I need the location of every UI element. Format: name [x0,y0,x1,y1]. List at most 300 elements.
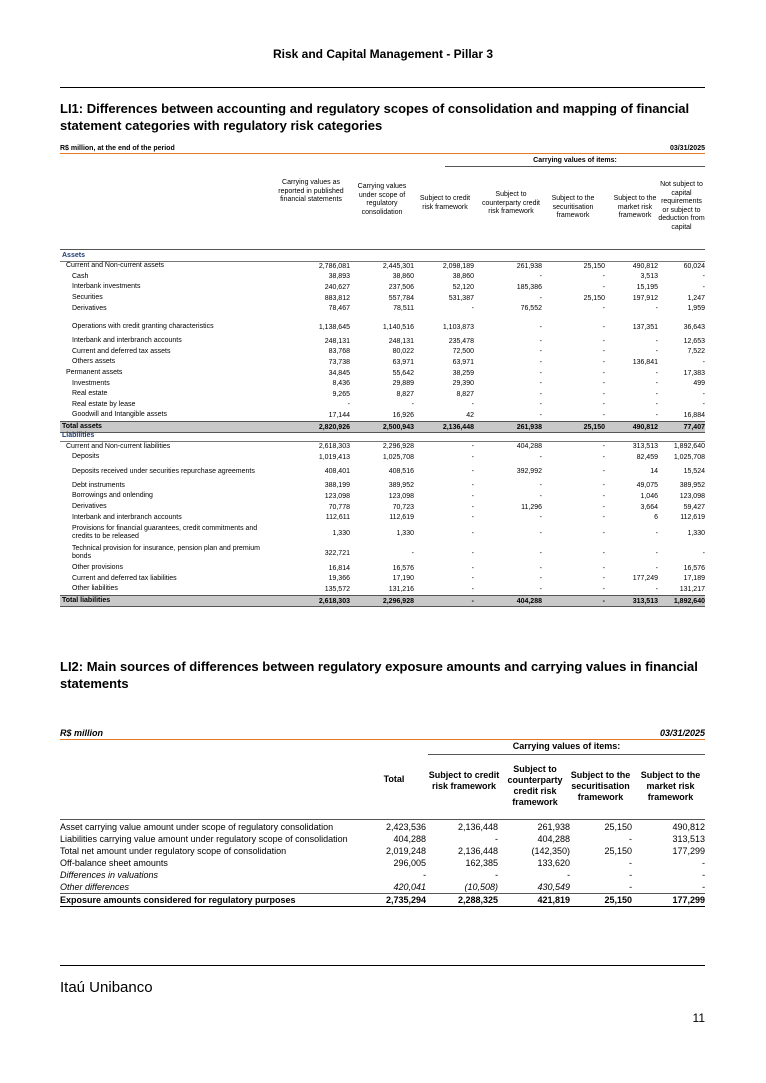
li1-cell: - [539,453,542,461]
li1-cell: 1,330 [687,529,705,537]
li2-cell: - [702,870,705,880]
li1-cell: 499 [693,380,705,388]
li1-table-row [60,303,705,314]
li1-cell: 388,199 [324,482,350,490]
li1-cell: 123,098 [388,492,414,500]
li1-cell: 34,845 [328,369,350,377]
li1-row-label: Goodwill and Intangible assets [72,411,167,419]
li1-cell: 112,619 [389,514,414,522]
li1-cell: 8,827 [456,390,474,398]
li1-row-label: Deposits received under securities repurchase agreements [72,467,255,475]
li1-cell: - [471,468,474,476]
li1-cell: - [471,503,474,511]
li1-cell: 392,992 [516,468,542,476]
li1-cell: 52,120 [452,283,474,291]
li1-cell: - [602,390,605,398]
li1-cell: 38,259 [452,369,474,377]
li1-table-row [60,584,705,595]
li1-cell: - [655,549,658,557]
li2-cell: - [629,870,632,880]
li2-cell: 2,019,248 [385,846,426,856]
li1-cell: - [702,401,705,409]
li1-row-label: Provisions for financial guarantees, credit commitments and credits to be released [72,525,258,540]
li1-title: LI1: Differences between accounting and regulatory scopes of consolidation and mapping of financial statement categories with regulatory risk categories [60,101,690,133]
li2-unit: R$ million [60,728,104,738]
li1-cell: 177,249 [632,575,658,583]
li2-cell: - [629,858,632,868]
li2-table-row [60,857,705,869]
li1-row-label: Technical provision for insurance, pension plan and premium bonds [72,545,260,560]
li2-header-rule [60,819,705,820]
li2-cell: 430,549 [537,882,570,892]
li2-carrying-label: Carrying values of items: [428,741,705,755]
li1-cell: 17,144 [328,411,350,419]
li1-table-row [60,452,705,463]
li1-cell: - [602,358,605,366]
li1-cell: - [471,585,474,593]
li1-table-row [60,282,705,293]
li1-row-label: Derivatives [72,503,107,511]
li2-column-header: Subject to the market risk framework [640,770,701,802]
li1-cell: - [539,348,542,356]
li2-table-row [60,893,705,907]
li1-table-row [60,441,705,452]
li1-cell: 2,296,928 [382,443,414,451]
li2-cell: 25,150 [604,822,632,832]
li1-cell: 2,136,448 [442,423,474,431]
li1-cell: - [539,411,542,419]
li1-cell: - [539,529,542,537]
li1-row-label: Total assets [62,423,102,431]
li1-cell: - [602,564,605,572]
li1-cell: 63,971 [452,358,474,366]
li1-cell: 1,025,708 [673,453,705,461]
li1-cell: 25,150 [583,423,605,431]
li1-row-label: Assets [62,252,85,259]
li1-cell: 408,516 [388,468,414,476]
li1-cell: 55,642 [392,369,414,377]
li1-table-row [60,491,705,502]
li1-cell: - [539,514,542,522]
li1-row-label: Borrowings and onlending [72,492,153,500]
li1-cell: 2,820,926 [318,423,350,431]
li2-cell: 420,041 [393,882,426,892]
li1-cell: 261,938 [516,423,542,431]
li1-cell: - [655,369,658,377]
li1-row-label: Total liabilities [62,597,111,605]
li1-cell: - [602,348,605,356]
li1-cell: 2,786,081 [318,262,350,270]
li1-row-label: Interbank investments [72,283,141,291]
li1-cell: 15,195 [636,283,658,291]
li1-row-label: Securities [72,294,103,302]
li1-cell: 136,841 [632,358,658,366]
header-rule [60,87,705,88]
li1-row-label: Interbank and interbranch accounts [72,513,182,521]
li1-cell: 16,884 [683,411,705,419]
li1-cell: 237,506 [388,283,414,291]
li1-carrying-label: Carrying values of items: [445,157,705,167]
li1-cell: 1,959 [687,305,705,313]
li1-cell: 78,467 [328,305,350,313]
li1-cell: 322,721 [324,549,350,557]
li1-cell: 72,500 [452,348,474,356]
li1-cell: 59,427 [683,503,705,511]
li1-cell: - [655,337,658,345]
li1-cell: 63,971 [392,358,414,366]
li1-cell: - [602,597,605,605]
footer-rule [60,965,705,966]
li1-cell: 490,812 [632,262,658,270]
li1-cell: - [471,443,474,451]
li2-cell: 296,005 [393,858,426,868]
li1-cell: 135,572 [324,585,350,593]
li1-row-label: Liabilities [62,432,95,440]
li1-table [60,145,705,605]
li1-cell: 70,723 [392,503,414,511]
li1-cell: - [471,529,474,537]
li1-cell: - [539,564,542,572]
li1-cell: 16,576 [683,564,705,572]
li1-cell: - [539,482,542,490]
li1-row-label: Permanent assets [66,369,123,377]
li1-table-row [60,378,705,389]
li1-table-row [60,563,705,574]
li1-cell: - [471,564,474,572]
li1-unit-bar [60,145,705,154]
li1-cell: - [347,401,350,409]
li1-cell: 36,643 [683,323,705,331]
li1-cell: - [655,401,658,409]
li1-cell: 2,618,303 [318,597,350,605]
li1-cell: - [602,549,605,557]
li2-row-label: Total net amount under regulatory scope of consolidation [60,846,287,856]
li1-cell: - [411,549,414,557]
li2-row-label: Asset carrying value amount under scope of regulatory consolidation [60,822,334,832]
li2-table [60,728,705,905]
li2-cell: 25,150 [604,846,632,856]
li1-cell: 73,738 [328,358,350,366]
li2-cell: 313,513 [672,834,705,844]
li2-cell: 404,288 [537,834,570,844]
li1-cell: 240,627 [324,283,350,291]
li1-cell: 16,926 [392,411,414,419]
li1-cell: 248,131 [324,337,350,345]
li1-cell: 1,892,640 [673,597,705,605]
li1-table-row [60,347,705,358]
li1-cell: 557,784 [388,294,414,302]
li2-cell: 404,288 [393,834,426,844]
li1-cell: - [602,492,605,500]
li1-cell: - [602,514,605,522]
li1-table-row [60,410,705,421]
li1-cell: - [655,529,658,537]
li2-cell: 2,735,294 [385,895,426,905]
li1-cell: 25,150 [583,262,605,270]
li1-cell: 235,478 [448,337,474,345]
li1-cell: 137,351 [632,323,658,331]
li2-table-row [60,833,705,845]
li1-cell: - [602,482,605,490]
li1-cell: - [539,585,542,593]
li1-table-row [60,318,705,336]
li1-cell: 490,812 [632,423,658,431]
li2-cell: - [702,858,705,868]
li1-cell: 2,296,928 [382,597,414,605]
li1-cell: - [539,369,542,377]
li1-cell: 70,778 [328,503,350,511]
li2-table-row [60,845,705,857]
li1-cell: 1,892,640 [673,443,705,451]
li1-cell: 49,075 [636,482,658,490]
li1-cell: 38,860 [452,273,474,281]
li1-cell: 408,401 [324,468,350,476]
page-number: 11 [692,1011,705,1025]
li1-cell: 11,296 [521,503,542,511]
li1-cell: 112,619 [680,514,705,522]
li1-cell: - [602,401,605,409]
li1-cell: 12,653 [683,337,705,345]
li1-cell: - [539,273,542,281]
li2-table-row [60,869,705,881]
li1-header-rule [60,249,705,250]
li2-date: 03/31/2025 [659,728,705,738]
li1-cell: - [471,453,474,461]
li2-column-header: Subject to the securitisation framework [570,770,631,802]
li1-cell: - [539,323,542,331]
li1-cell: 60,024 [683,262,705,270]
li1-cell: 1,019,413 [318,453,350,461]
li1-cell: 313,513 [632,443,658,451]
li2-cell: 162,385 [465,858,498,868]
li1-cell: 7,522 [687,348,705,356]
li1-column-header: Subject to the market risk framework [613,195,657,219]
li1-row-label: Other liabilities [72,585,118,593]
li1-cell: - [702,549,705,557]
li2-cell: - [495,834,498,844]
li1-cell: - [471,575,474,583]
li1-cell: 2,445,301 [382,262,414,270]
li1-cell: 1,330 [396,529,414,537]
li2-cell: 2,423,536 [385,822,426,832]
li1-table-row [60,502,705,513]
li1-row-label: Current and Non-current assets [66,262,165,270]
li1-table-row [60,463,705,481]
li1-table-row [60,272,705,283]
li1-cell: - [539,337,542,345]
li1-cell: 8,827 [396,390,414,398]
li1-cell: 29,889 [392,380,414,388]
li1-table-row [60,543,705,563]
li1-cell: - [471,305,474,313]
li1-cell: - [471,401,474,409]
li1-cell: - [411,401,414,409]
li1-cell: - [602,575,605,583]
li2-table-row [60,881,705,893]
li2-row-label: Off-balance sheet amounts [60,858,168,868]
li1-date: 03/31/2025 [669,145,705,152]
li1-cell: - [471,482,474,490]
li1-cell: - [539,575,542,583]
li2-cell: 421,819 [537,895,570,905]
li1-row-label: Derivatives [72,304,107,312]
li1-cell: 123,098 [679,492,705,500]
li1-table-row [60,368,705,379]
li1-cell: - [539,380,542,388]
li1-table-row [60,400,705,411]
li1-cell: 78,511 [393,305,414,313]
li1-table-row [60,357,705,368]
li1-cell: - [602,323,605,331]
li1-cell: 25,150 [583,294,605,302]
li1-table-row [60,389,705,400]
li2-column-header: Total [383,774,405,784]
li1-cell: 29,390 [452,380,474,388]
li1-cell: - [602,453,605,461]
li1-cell: 248,131 [388,337,414,345]
li1-table-row [60,336,705,347]
li1-cell: 8,436 [332,380,350,388]
li2-cell: - [495,870,498,880]
li1-table-row [60,293,705,304]
li1-cell: 1,330 [332,529,350,537]
li1-cell: 42 [466,411,474,419]
li1-row-label: Debt instruments [72,481,125,489]
li2-row-label: Liabilities carrying value amount under regulatory scope of consolidation [60,834,348,844]
li1-cell: - [702,390,705,398]
li1-cell: 123,098 [324,492,350,500]
footer-brand: Itaú Unibanco [60,979,153,996]
page-header-title: Risk and Capital Management - Pillar 3 [272,47,494,61]
li1-cell: 112,611 [325,514,350,522]
li1-cell: 185,386 [516,283,542,291]
li2-cell: 261,938 [537,822,570,832]
li1-row-label: Deposits [72,453,100,461]
li2-table-row [60,821,705,833]
li1-cell: - [655,348,658,356]
li1-cell: 17,189 [683,575,705,583]
li1-row-label: Current and deferred tax liabilities [72,574,177,582]
li1-cell: 404,288 [516,443,542,451]
li1-cell: - [539,492,542,500]
li1-cell: - [471,492,474,500]
li1-column-header: Subject to counterparty credit risk framework [482,191,540,215]
li1-cell: 404,288 [516,597,542,605]
li1-row-label: Other provisions [72,564,123,572]
li1-row-label: Real estate [72,390,108,398]
li2-column-header: Subject to counterparty credit risk framework [507,764,563,807]
li2-row-label: Other differences [60,882,130,892]
li1-row-label: Operations with credit granting characteristics [72,323,214,330]
li1-row-label: Real estate by lease [72,400,136,408]
li1-cell: 3,664 [640,503,658,511]
li2-cell: - [629,882,632,892]
li1-column-header: Carrying values as reported in published financial statements [278,179,344,203]
li1-cell: - [655,411,658,419]
li1-cell: - [602,503,605,511]
li1-cell: 1,247 [687,294,705,302]
li1-cell: 1,046 [640,492,658,500]
li1-row-label: Current and Non-current liabilities [66,442,171,450]
li1-cell: 19,366 [328,575,350,583]
li1-cell: 16,576 [392,564,414,572]
li1-cell: 389,952 [679,482,705,490]
li1-table-row [60,523,705,543]
li1-cell: - [655,564,658,572]
li1-cell: 16,814 [328,564,350,572]
li1-table-row [60,574,705,585]
li1-cell: - [471,514,474,522]
li1-table-row [60,512,705,523]
li1-cell: 531,387 [448,294,474,302]
li1-cell: 261,938 [516,262,542,270]
li1-cell: 38,860 [392,273,414,281]
li1-cell: 83,768 [328,348,350,356]
li1-cell: - [602,529,605,537]
li1-cell: 82,459 [636,453,658,461]
li1-cell: - [655,585,658,593]
li1-cell: 76,552 [520,305,542,313]
li1-cell: - [471,549,474,557]
li2-row-label: Differences in valuations [60,870,159,880]
li2-cell: - [629,834,632,844]
li1-cell: 77,407 [683,423,705,431]
li1-cell: 6 [654,514,658,522]
li1-unit: R$ million, at the end of the period [60,145,175,152]
li2-cell: - [423,870,426,880]
li1-column-header: Subject to credit risk framework [419,195,471,211]
li1-cell: - [602,468,605,476]
li1-cell: - [539,549,542,557]
li2-title: LI2: Main sources of differences between regulatory exposure amounts and carrying values in financial statements [60,659,698,691]
li2-cell: (142,350) [531,846,570,856]
li2-cell: 2,288,325 [457,895,498,905]
li1-cell: - [602,380,605,388]
li1-cell: - [602,369,605,377]
li1-cell: 2,098,189 [442,262,474,270]
li1-cell: 14 [650,468,658,476]
li1-row-label: Interbank and interbranch accounts [72,337,182,345]
li2-cell: 133,620 [537,858,570,868]
li1-table-row [60,595,705,608]
li1-cell: 15,524 [683,468,705,476]
li1-cell: - [602,411,605,419]
li1-cell: - [602,283,605,291]
li1-cell: - [655,390,658,398]
li1-cell: - [539,401,542,409]
li1-cell: - [702,273,705,281]
li1-cell: - [539,390,542,398]
li1-cell: - [602,585,605,593]
li1-table-row [60,261,705,272]
li1-cell: 38,893 [328,273,350,281]
li1-cell: 131,217 [679,585,705,593]
li1-cell: 883,812 [324,294,350,302]
li2-cell: - [702,882,705,892]
li1-cell: 197,912 [632,294,658,302]
li2-cell: 25,150 [604,895,632,905]
li1-cell: - [702,283,705,291]
li1-cell: 80,022 [392,348,414,356]
li1-table-row [60,481,705,492]
li2-cell: - [567,870,570,880]
li2-cell: 177,299 [672,895,705,905]
li2-cell: 2,136,448 [457,846,498,856]
li1-cell: - [471,597,474,605]
li1-cell: 1,138,645 [318,323,350,331]
li1-cell: 1,103,873 [442,323,474,331]
li1-cell: - [655,305,658,313]
